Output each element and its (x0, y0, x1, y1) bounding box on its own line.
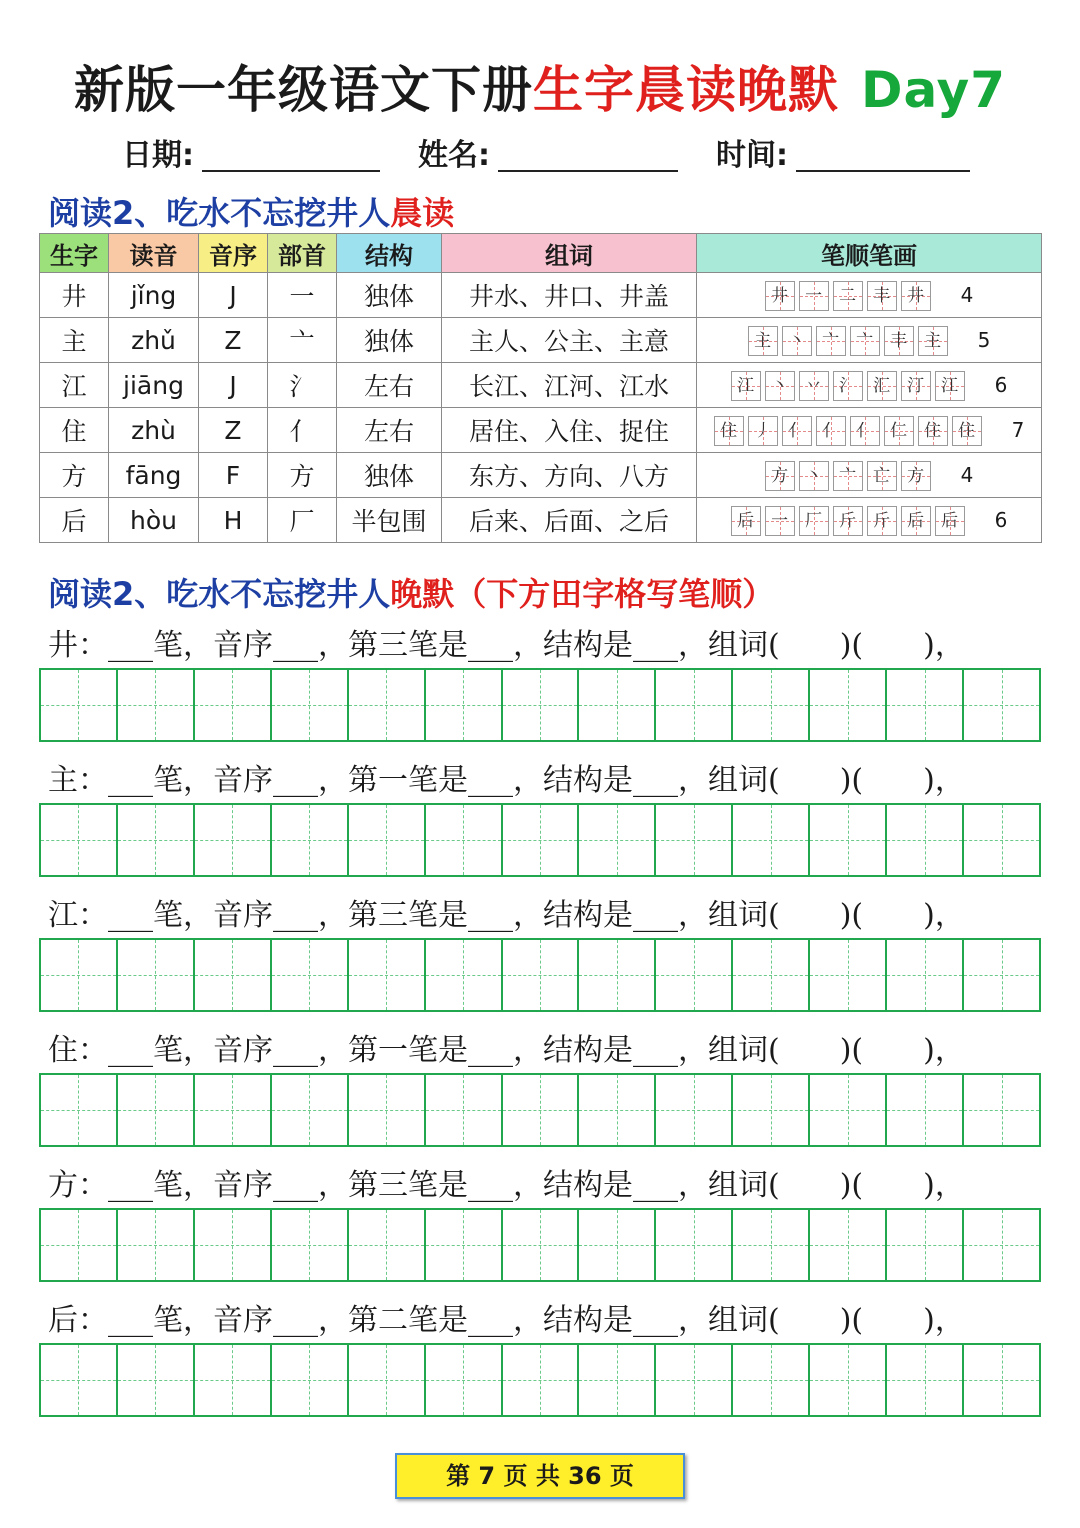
pinyin-cell: fāng (109, 453, 199, 498)
tianzige-cell[interactable] (272, 940, 349, 1010)
pinyin-cell: zhù (109, 408, 199, 453)
tianzige-cell[interactable] (810, 670, 887, 740)
tianzige-cell[interactable] (579, 805, 656, 875)
stroke-order-cell (697, 453, 1042, 498)
tianzige-cell[interactable] (503, 1345, 580, 1415)
tianzige-cell[interactable] (964, 1345, 1039, 1415)
initial-cell: Z (199, 318, 268, 363)
stroke-step-box: 丰 (884, 326, 914, 356)
stroke-step-box: 江 (731, 371, 761, 401)
stroke-step-box: 亻 (782, 416, 812, 446)
tianzige-cell[interactable] (195, 1210, 272, 1280)
stroke-count: 4 (960, 463, 974, 488)
tianzige-cell[interactable] (579, 940, 656, 1010)
tianzige-cell[interactable] (810, 940, 887, 1010)
column-header: 结构 (337, 234, 442, 273)
tianzige-cell[interactable] (41, 805, 118, 875)
tianzige-cell[interactable] (733, 1075, 810, 1145)
stroke-step-box: 住 (918, 416, 948, 446)
radical-cell: 氵 (268, 363, 337, 408)
tianzige-cell[interactable] (41, 670, 118, 740)
tianzige-cell[interactable] (579, 1075, 656, 1145)
page-title (0, 50, 1080, 122)
tianzige-cell[interactable] (349, 670, 426, 740)
section-evening-lesson: 阅读2、吃水不忘挖井人 (48, 575, 391, 613)
stroke-step-box: 井 (901, 281, 931, 311)
stroke-count: 4 (960, 283, 974, 308)
tianzige-cell[interactable] (349, 1345, 426, 1415)
stroke-step-box: 厂 (799, 506, 829, 536)
stroke-step-box: 后 (935, 506, 965, 536)
stroke-step-box: 氵 (833, 371, 863, 401)
table-body (40, 273, 1042, 543)
table-row (40, 498, 1042, 543)
stroke-step-box: 斤 (867, 506, 897, 536)
tianzige-cell[interactable] (733, 1210, 810, 1280)
title-day: Day7 (860, 61, 1007, 119)
exercise-question: 江：___笔，音序___，第三笔是___，结构是___，组词( )( )， (48, 898, 965, 933)
time-field[interactable] (796, 170, 970, 172)
tianzige-cell[interactable] (272, 1075, 349, 1145)
tianzige-cell[interactable] (349, 940, 426, 1010)
stroke-step-box: 亠 (850, 326, 880, 356)
words-cell: 井水、井口、井盖 (442, 273, 697, 318)
writing-grid[interactable] (39, 668, 1041, 742)
stroke-step-box: 亠 (833, 461, 863, 491)
stroke-step-box: 亻 (850, 416, 880, 446)
stroke-step-box: 汇 (867, 371, 897, 401)
stroke-count: 6 (994, 508, 1008, 533)
stroke-step-box: 江 (935, 371, 965, 401)
table-row (40, 273, 1042, 318)
tianzige-cell[interactable] (118, 1345, 195, 1415)
tianzige-cell[interactable] (964, 1075, 1039, 1145)
tianzige-cell[interactable] (426, 940, 503, 1010)
tianzige-cell[interactable] (579, 670, 656, 740)
tianzige-cell[interactable] (349, 1075, 426, 1145)
stroke-step-box: 后 (901, 506, 931, 536)
column-header: 生字 (40, 234, 109, 273)
time-label: 时间: (716, 138, 788, 173)
title-main: 新版一年级语文下册 (73, 61, 533, 119)
section-morning-title (48, 188, 454, 234)
tianzige-cell[interactable] (656, 1345, 733, 1415)
exercise-question: 主：___笔，音序___，第一笔是___，结构是___，组词( )( )， (48, 763, 965, 798)
stroke-step-box: 一 (765, 506, 795, 536)
tianzige-cell[interactable] (426, 1345, 503, 1415)
radical-cell: 亻 (268, 408, 337, 453)
tianzige-cell[interactable] (195, 805, 272, 875)
tianzige-cell[interactable] (426, 805, 503, 875)
tianzige-cell[interactable] (810, 1075, 887, 1145)
structure-cell: 半包围 (337, 498, 442, 543)
radical-cell: 厂 (268, 498, 337, 543)
stroke-order-cell (697, 363, 1042, 408)
radical-cell: 一 (268, 273, 337, 318)
tianzige-cell[interactable] (41, 940, 118, 1010)
tianzige-cell[interactable] (118, 940, 195, 1010)
words-cell: 长江、江河、江水 (442, 363, 697, 408)
tianzige-cell[interactable] (503, 940, 580, 1010)
words-cell: 主人、公主、主意 (442, 318, 697, 363)
tianzige-cell[interactable] (41, 1075, 118, 1145)
tianzige-cell[interactable] (887, 1075, 964, 1145)
tianzige-cell[interactable] (733, 670, 810, 740)
exercise-question: 住：___笔，音序___，第一笔是___，结构是___，组词( )( )， (48, 1033, 965, 1068)
tianzige-cell[interactable] (272, 1345, 349, 1415)
initial-cell: F (199, 453, 268, 498)
tianzige-cell[interactable] (41, 1345, 118, 1415)
char-cell: 住 (40, 408, 109, 453)
tianzige-cell[interactable] (118, 805, 195, 875)
tianzige-cell[interactable] (733, 940, 810, 1010)
tianzige-cell[interactable] (887, 1210, 964, 1280)
initial-cell: Z (199, 408, 268, 453)
tianzige-cell[interactable] (964, 670, 1039, 740)
tianzige-cell[interactable] (887, 940, 964, 1010)
column-header: 读音 (109, 234, 199, 273)
words-cell: 居住、入住、捉住 (442, 408, 697, 453)
radical-cell: 亠 (268, 318, 337, 363)
char-cell: 井 (40, 273, 109, 318)
table-row (40, 408, 1042, 453)
pinyin-cell: zhǔ (109, 318, 199, 363)
stroke-step-box: 一 (799, 281, 829, 311)
table-row (40, 363, 1042, 408)
structure-cell: 左右 (337, 363, 442, 408)
tianzige-cell[interactable] (964, 805, 1039, 875)
char-cell: 主 (40, 318, 109, 363)
tianzige-cell[interactable] (887, 670, 964, 740)
tianzige-cell[interactable] (272, 670, 349, 740)
stroke-step-box: 丶 (782, 326, 812, 356)
tianzige-cell[interactable] (118, 1210, 195, 1280)
structure-cell: 独体 (337, 453, 442, 498)
tianzige-cell[interactable] (41, 1210, 118, 1280)
tianzige-cell[interactable] (349, 1210, 426, 1280)
tianzige-cell[interactable] (195, 1345, 272, 1415)
column-header: 笔顺笔画 (697, 234, 1042, 273)
stroke-step-box: 丿 (748, 416, 778, 446)
tianzige-cell[interactable] (964, 1210, 1039, 1280)
tianzige-cell[interactable] (656, 1075, 733, 1145)
stroke-step-box: 方 (901, 461, 931, 491)
title-highlight: 生字晨读晚默 (532, 61, 839, 119)
tianzige-cell[interactable] (503, 805, 580, 875)
stroke-step-box: 丶 (799, 461, 829, 491)
stroke-count: 7 (1011, 418, 1025, 443)
writing-grid[interactable] (39, 803, 1041, 877)
stroke-step-box: 丶 (765, 371, 795, 401)
writing-grid[interactable] (39, 1073, 1041, 1147)
words-cell: 东方、方向、八方 (442, 453, 697, 498)
table-row (40, 453, 1042, 498)
writing-grid[interactable] (39, 938, 1041, 1012)
structure-cell: 左右 (337, 408, 442, 453)
tianzige-cell[interactable] (195, 940, 272, 1010)
char-cell: 方 (40, 453, 109, 498)
exercise-question: 后：___笔，音序___，第二笔是___，结构是___，组词( )( )， (48, 1303, 965, 1338)
stroke-order-cell (697, 408, 1042, 453)
stroke-count: 6 (994, 373, 1008, 398)
stroke-step-box: 丰 (867, 281, 897, 311)
stroke-step-box: 主 (748, 326, 778, 356)
writing-grid[interactable] (39, 1208, 1041, 1282)
tianzige-cell[interactable] (656, 1210, 733, 1280)
tianzige-cell[interactable] (503, 1075, 580, 1145)
tianzige-cell[interactable] (887, 1345, 964, 1415)
pinyin-cell: jǐng (109, 273, 199, 318)
name-label: 姓名: (418, 138, 490, 173)
tianzige-cell[interactable] (733, 805, 810, 875)
table-header-row (40, 234, 1042, 273)
words-cell: 后来、后面、之后 (442, 498, 697, 543)
stroke-order-cell (697, 498, 1042, 543)
stroke-step-box: 后 (731, 506, 761, 536)
tianzige-cell[interactable] (810, 1210, 887, 1280)
tianzige-cell[interactable] (426, 1210, 503, 1280)
stroke-step-box: 仁 (884, 416, 914, 446)
tianzige-cell[interactable] (810, 1345, 887, 1415)
exercise-question: 井：___笔，音序___，第三笔是___，结构是___，组词( )( )， (48, 628, 965, 663)
tianzige-cell[interactable] (118, 1075, 195, 1145)
stroke-order-cell (697, 273, 1042, 318)
tianzige-cell[interactable] (503, 1210, 580, 1280)
char-cell: 江 (40, 363, 109, 408)
radical-cell: 方 (268, 453, 337, 498)
stroke-order-cell (697, 318, 1042, 363)
tianzige-cell[interactable] (579, 1345, 656, 1415)
stroke-step-box: 亡 (867, 461, 897, 491)
tianzige-cell[interactable] (656, 805, 733, 875)
stroke-step-box: 主 (918, 326, 948, 356)
column-header: 音序 (199, 234, 268, 273)
stroke-step-box: 亻 (816, 416, 846, 446)
name-field[interactable] (498, 170, 678, 172)
page-number-badge: 第 7 页 共 36 页 (395, 1453, 685, 1499)
column-header: 组词 (442, 234, 697, 273)
initial-cell: H (199, 498, 268, 543)
tianzige-cell[interactable] (656, 670, 733, 740)
stroke-step-box: 住 (714, 416, 744, 446)
stroke-step-box: 斤 (833, 506, 863, 536)
stroke-step-box: 住 (952, 416, 982, 446)
tianzige-cell[interactable] (656, 940, 733, 1010)
stroke-step-box: 方 (765, 461, 795, 491)
initial-cell: J (199, 363, 268, 408)
date-field[interactable] (202, 170, 380, 172)
tianzige-cell[interactable] (272, 1210, 349, 1280)
initial-cell: J (199, 273, 268, 318)
exercise-question: 方：___笔，音序___，第三笔是___，结构是___，组词( )( )， (48, 1168, 965, 1203)
structure-cell: 独体 (337, 318, 442, 363)
stroke-step-box: 汀 (901, 371, 931, 401)
tianzige-cell[interactable] (810, 805, 887, 875)
stroke-step-box: 亠 (816, 326, 846, 356)
tianzige-cell[interactable] (426, 670, 503, 740)
char-cell: 后 (40, 498, 109, 543)
tianzige-cell[interactable] (195, 1075, 272, 1145)
tianzige-cell[interactable] (503, 670, 580, 740)
column-header: 部首 (268, 234, 337, 273)
tianzige-cell[interactable] (426, 1075, 503, 1145)
pinyin-cell: hòu (109, 498, 199, 543)
tianzige-cell[interactable] (964, 940, 1039, 1010)
meta-fields (0, 130, 1080, 178)
section-evening-tag: 晚默（下方田字格写笔顺） (390, 575, 775, 613)
stroke-count: 5 (977, 328, 991, 353)
tianzige-cell[interactable] (579, 1210, 656, 1280)
stroke-step-box: 二 (833, 281, 863, 311)
pinyin-cell: jiāng (109, 363, 199, 408)
stroke-step-box: 丷 (799, 371, 829, 401)
structure-cell: 独体 (337, 273, 442, 318)
section-morning-tag: 晨读 (390, 194, 455, 232)
table-row (40, 318, 1042, 363)
tianzige-cell[interactable] (118, 670, 195, 740)
section-morning-lesson: 阅读2、吃水不忘挖井人 (48, 194, 391, 232)
section-evening-title (48, 569, 774, 615)
tianzige-cell[interactable] (272, 805, 349, 875)
character-table (39, 233, 1042, 543)
writing-grid[interactable] (39, 1343, 1041, 1417)
date-label: 日期: (122, 138, 194, 173)
tianzige-cell[interactable] (195, 670, 272, 740)
tianzige-cell[interactable] (887, 805, 964, 875)
tianzige-cell[interactable] (733, 1345, 810, 1415)
stroke-step-box: 井 (765, 281, 795, 311)
tianzige-cell[interactable] (349, 805, 426, 875)
